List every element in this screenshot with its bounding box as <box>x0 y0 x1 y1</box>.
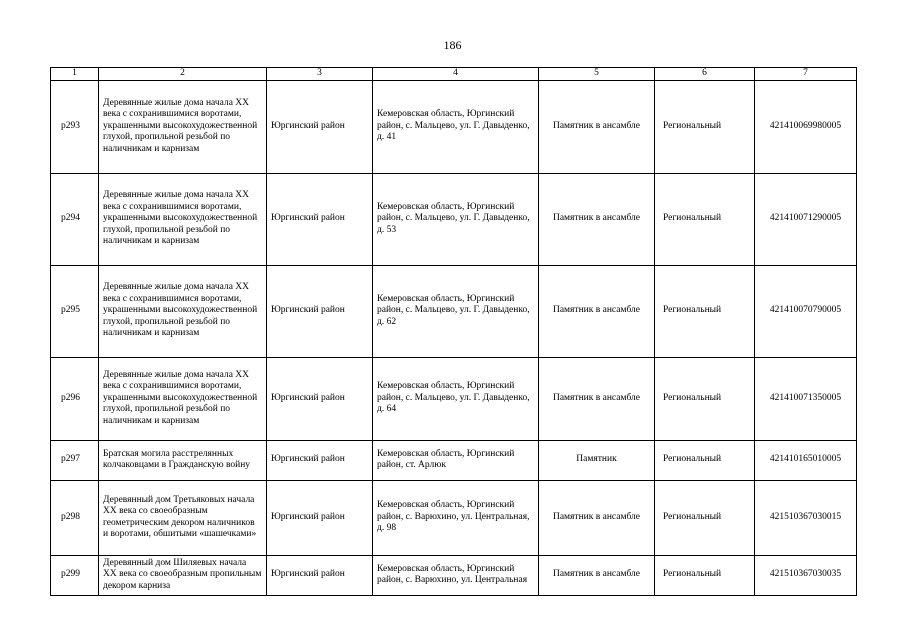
table-row <box>51 440 857 480</box>
heritage-registry-table <box>50 67 857 596</box>
table-row <box>51 480 857 555</box>
object-type: Памятник в ансамбле <box>539 80 655 173</box>
registry-code: 421510367030015 <box>755 480 857 555</box>
registry-code: 421410070790005 <box>755 265 857 357</box>
object-name: Деревянные жилые дома начала XX века с сохранившимися воротами, украшенными высокохудожественной глухой, пропильной резьбой по наличникам и карнизам <box>99 265 267 357</box>
registry-code: 421510367030035 <box>755 555 857 595</box>
registry-code: 421410071290005 <box>755 173 857 265</box>
category: Региональный <box>655 480 755 555</box>
district: Юргинский район <box>267 173 373 265</box>
district: Юргинский район <box>267 440 373 480</box>
category: Региональный <box>655 80 755 173</box>
category: Региональный <box>655 555 755 595</box>
address: Кемеровская область, Юргинский район, с. Мальцево, ул. Г. Давыденко, д. 62 <box>373 265 539 357</box>
district: Юргинский район <box>267 357 373 440</box>
object-name: Деревянные жилые дома начала XX века с сохранившимися воротами, украшенными высокохудожественной глухой, пропильной резьбой по наличникам и карнизам <box>99 357 267 440</box>
table-header-row <box>51 68 857 81</box>
table-row <box>51 555 857 595</box>
row-id: р299 <box>51 555 99 595</box>
column-header: 4 <box>373 68 539 81</box>
category: Региональный <box>655 357 755 440</box>
address: Кемеровская область, Юргинский район, с. Мальцево, ул. Г. Давыденко, д. 41 <box>373 80 539 173</box>
column-header: 2 <box>99 68 267 81</box>
column-header: 7 <box>755 68 857 81</box>
address: Кемеровская область, Юргинский район, с. Мальцево, ул. Г. Давыденко, д. 53 <box>373 173 539 265</box>
object-type: Памятник в ансамбле <box>539 357 655 440</box>
object-type: Памятник в ансамбле <box>539 480 655 555</box>
page-number: 186 <box>443 38 462 52</box>
row-id: р298 <box>51 480 99 555</box>
district: Юргинский район <box>267 265 373 357</box>
registry-code: 421410165010005 <box>755 440 857 480</box>
row-id: р296 <box>51 357 99 440</box>
object-name: Деревянный дом Третьяковых начала XX века со своеобразным геометрическим декором наличников и воротами, обшитыми «шашечками» <box>99 480 267 555</box>
address: Кемеровская область, Юргинский район, с. Мальцево, ул. Г. Давыденко, д. 64 <box>373 357 539 440</box>
category: Региональный <box>655 173 755 265</box>
row-id: р293 <box>51 80 99 173</box>
object-name: Братская могила расстрелянных колчаковцами в Гражданскую войну <box>99 440 267 480</box>
table-row <box>51 357 857 440</box>
address: Кемеровская область, Юргинский район, с. Варюхино, ул. Центральная, д. 98 <box>373 480 539 555</box>
row-id: р297 <box>51 440 99 480</box>
district: Юргинский район <box>267 480 373 555</box>
address: Кемеровская область, Юргинский район, с. Варюхино, ул. Центральная <box>373 555 539 595</box>
registry-code: 421410071350005 <box>755 357 857 440</box>
category: Региональный <box>655 265 755 357</box>
object-type: Памятник в ансамбле <box>539 265 655 357</box>
registry-code: 421410069980005 <box>755 80 857 173</box>
table-row <box>51 80 857 173</box>
column-header: 3 <box>267 68 373 81</box>
row-id: р294 <box>51 173 99 265</box>
object-type: Памятник <box>539 440 655 480</box>
category: Региональный <box>655 440 755 480</box>
column-header: 6 <box>655 68 755 81</box>
column-header: 5 <box>539 68 655 81</box>
district: Юргинский район <box>267 80 373 173</box>
table-row <box>51 173 857 265</box>
object-name: Деревянные жилые дома начала XX века с сохранившимися воротами, украшенными высокохудожественной глухой, пропильной резьбой по наличникам и карнизам <box>99 80 267 173</box>
row-id: р295 <box>51 265 99 357</box>
object-type: Памятник в ансамбле <box>539 555 655 595</box>
object-name: Деревянный дом Шиляевых начала XX века со своеобразным пропильным декором карниза <box>99 555 267 595</box>
district: Юргинский район <box>267 555 373 595</box>
address: Кемеровская область, Юргинский район, ст. Арлюк <box>373 440 539 480</box>
object-type: Памятник в ансамбле <box>539 173 655 265</box>
object-name: Деревянные жилые дома начала XX века с сохранившимися воротами, украшенными высокохудожественной глухой, пропильной резьбой по наличникам и карнизам <box>99 173 267 265</box>
column-header: 1 <box>51 68 99 81</box>
table-row <box>51 265 857 357</box>
